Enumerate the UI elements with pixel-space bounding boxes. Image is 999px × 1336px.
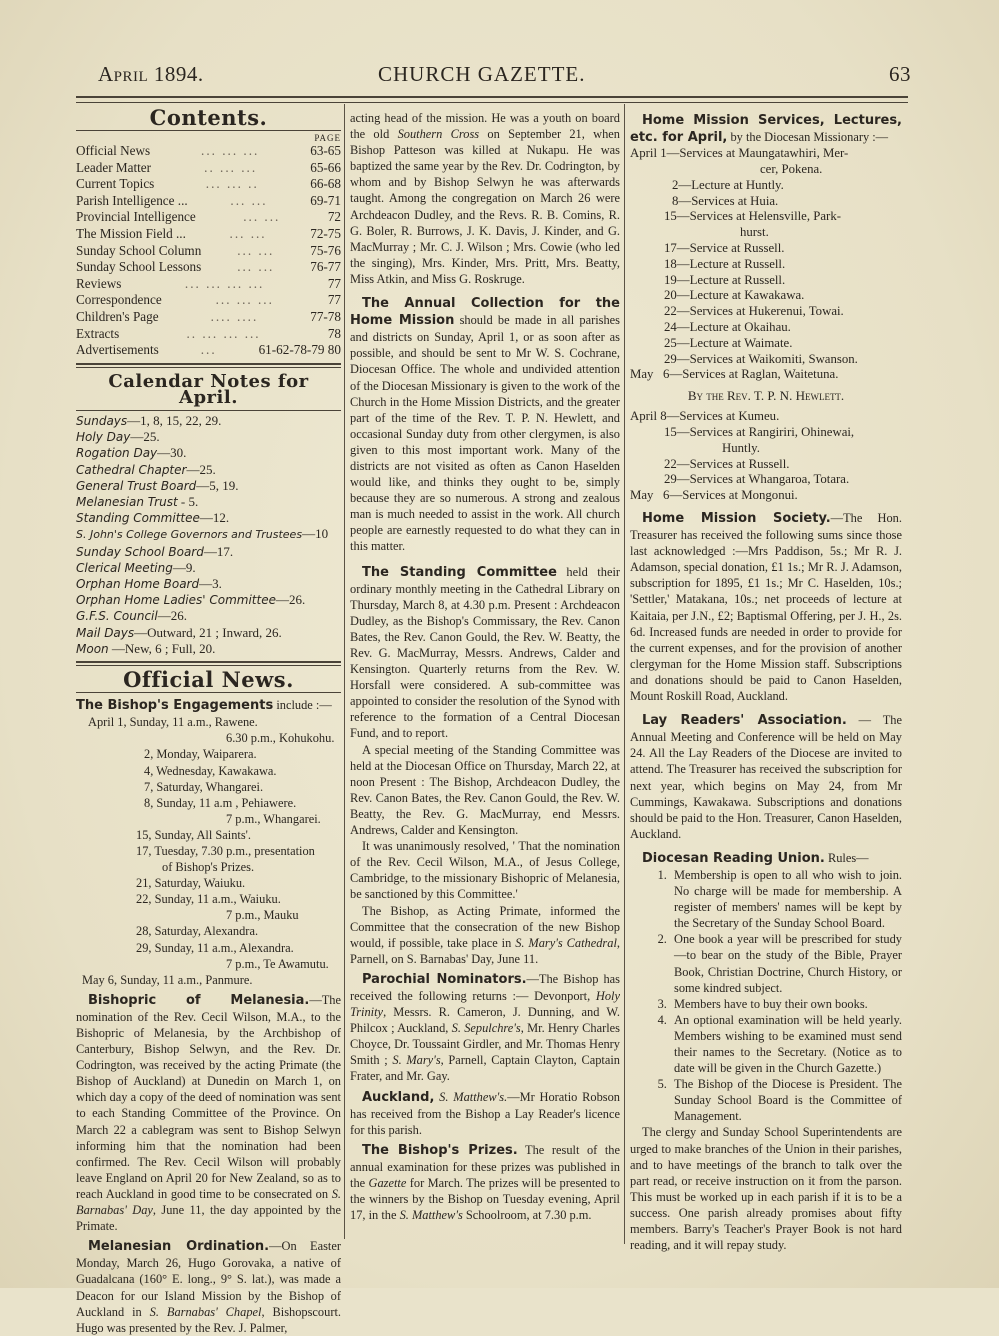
toc-row[interactable]: Sunday School Column ... ... 75-76	[76, 242, 341, 258]
engagement-line: 17, Tuesday, 7.30 p.m., presentation	[136, 843, 315, 858]
service-line: 24—Lecture at Okaihau.	[664, 319, 791, 334]
hewlett-byline: By the Rev. T. P. N. Hewlett.	[687, 388, 845, 404]
standing-committee-para: It was unanimously resolved, ' That the nomination of the Rev. Cecil Wilson, M.A., of Jesus College, Cambridge, to the missionary Bishopric of Melanesia, be sanctioned by this Committee.'	[350, 839, 620, 902]
engagement-line: May 6, Sunday, 11 a.m., Panmure.	[82, 972, 253, 987]
calendar-item: Sundays—1, 8, 15, 22, 29.	[76, 413, 222, 428]
service-line: April 8—Services at Kumeu.	[630, 409, 780, 424]
bishopric-article: Bishopric of Melanesia.—The nomination of the Rev. Cecil Wilson, M.A., to the Bishopric of Melanesia, by the Archbishop of Canterbury, Bishop Selwyn, and the Rev. Dr. Codrington, was received by the acting Primate (the Bishop of Auckland) at Dunedin on March 1, on which day a copy of the deed of nomination was sent to each Standing Committee of the Province. On March 22 a cablegram was sent to Bishop Selwyn informing him that the nomination had been confirmed. The Rev. Cecil Wilson will probably leave England on April 20 for New Zealand, so as to reach Auckland in good time to be consecrated on S. Barnabas' Day, June 11, the day appointed by the Primate.	[76, 992, 341, 1234]
calendar-item: Rogation Day—30.	[76, 445, 187, 461]
rule-item: 2. One book a year will be prescribed for study—to bear on the study of the Bible, Prayer Book, Christian Doctrine, Church History, or some kindred subject.	[670, 931, 902, 995]
official-news-heading: Official News.	[123, 667, 294, 693]
engagement-line: April 1, Sunday, 11 a.m., Rawene.	[88, 715, 258, 730]
toc-row[interactable]: Parish Intelligence ... ... ... 69-71	[76, 192, 341, 208]
rule-item: 1. Membership is open to all who wish to join. No charge will be made for membership. A register of members' names will be kept by the Secretary of the Sunday School Board.	[670, 867, 902, 931]
standing-committee-article: The Standing Committee held their ordinary monthly meeting in the Cathedral Library on Thursday, March 8, at 4.30 p.m. Present : Archdeacon Dudley, as the Bishop's Commissary, the Rev. Canon Bates, the Rev. Canon Gould, the Rev. W. Beatty, the Rev. G. MacMurray, Messrs. Andrews, Calder and Kensington. Quarterly returns from the Rev. W. Horsfall were considered. A sub-committee was appointed to consider the resolution of the Synod with reference to the formation of a Central Diocesan Fund, and to report.	[350, 564, 621, 741]
engagement-line: 21, Saturday, Waiuku.	[136, 876, 246, 891]
service-line: April 1—Services at Maungatawhiri, Mer-	[630, 146, 849, 161]
service-line: 15—Services at Helensville, Park-	[664, 209, 841, 224]
ordination-continued: acting head of the mission. He was a youth on board the old Southern Cross on September 21, when Bishop Patteson was killed at Nukapu. He was baptized the same year by the Rev. Dr. Codrington, by whom and by Bishop Selwyn he was afterwards taught. Among the congregation on March 26 were Archdeacon Dudley, and the Revs. R. B. Comins, R. G. Boler, R. Burrows, J. K. Davis, J. Kinder, and G. MacMurray ; Mr. C. J. Wilson ; Mrs. Cowie (who led the singing), Mrs. Kinder, Mrs. Pritt, Mrs. Beatty, Miss Atkin, and Miss G. Roskruge.	[350, 111, 620, 286]
calendar-item: Orphan Home Ladies' Committee—26.	[76, 592, 306, 608]
engagement-line: 7 p.m., Te Awamutu.	[226, 956, 329, 971]
annual-collection-article: The Annual Collection for the Home Mission should be made in all parishes and districts on Sunday, April 1, or as soon after as possible, and should be sent to Mr W. S. Cochrane, Diocesan Office. The whole and undivided attention of the Diocesan Missionary is given to the work of the Church in the Home Mission Districts, and the greater part of the time of the Rev. T. P. N. Hewlett, and occasional Sunday duty from other clergymen, is also given to this most important work. Many of the districts are not visited as often as Canon Haselden would like, and thinks they ought to be, simply because they are so numerous. A strong and zealous man is much needed to assist in the work. All church people are earnestly requested to do what they can in this matter.	[350, 296, 620, 554]
bishops-engagements: The Bishop's Engagements include :— April 1, Sunday, 11 a.m., Rawene. 6.30 p.m., Kohukohu. 2, Monday, Waiparera. 4, Wednesday, Kawakawa. 7, Saturday, Whangarei. 8, Sunday, 11 a.m , Pehiawere. 7 p.m., Whangarei. 15, Sunday, All Saints'. 17, Tuesday, 7.30 p.m., presentation of Bishop's Prizes. 21, Saturday, Waiuku. 22, Sunday, 11 a.m., Waiuku. 7 p.m., Mauku 28, Saturday, Alexandra. 29, Sunday, 11 a.m., Alexandra. 7 p.m., Te Awamutu. May 6, Sunday, 11 a.m., Panmure.	[76, 697, 341, 988]
table-of-contents	[76, 143, 341, 359]
parochial-nominators-article: Parochial Nominators.—The Bishop has received the following returns :— Devonport, Holy Trinity, Messrs. R. Cameron, J. Dunning, and W. Philcox ; Auckland, S. Sepulchre's, Mr. Henry Charles Choyce, Dr. Toussaint Girdler, and Mr. Thomas Henry Smith ; S. Mary's, Parnell, Captain Clayton, Captain Frater, and Mr. Gay.	[350, 971, 620, 1084]
service-line: 29—Services at Waikomiti, Swanson.	[664, 351, 858, 366]
service-line: 18—Lecture at Russell.	[664, 256, 786, 271]
engagement-line: 4, Wednesday, Kawakawa.	[144, 763, 277, 778]
service-line: May 6—Services at Mongonui.	[630, 488, 798, 503]
rule-item: 3. Members have to buy their own books.	[670, 996, 902, 1012]
calendar-item: Melanesian Trust - 5.	[76, 494, 199, 510]
calendar-item: Mail Days—Outward, 21 ; Inward, 26.	[76, 624, 282, 640]
toc-row[interactable]: Provincial Intelligence ... ... 72	[76, 209, 341, 225]
toc-row[interactable]: Reviews ... ... ... ... 77	[76, 275, 341, 291]
home-mission-services-intro: Home Mission Services, Lectures, etc. for April, by the Diocesan Missionary :—	[630, 113, 902, 146]
calendar-item: Clerical Meeting—9.	[76, 559, 196, 575]
calendar-item: Cathedral Chapter—25.	[76, 461, 216, 477]
toc-row[interactable]: Leader Matter .. ... ... 65-66	[76, 159, 341, 175]
rule-item: 5. The Bishop of the Diocese is President. The Sunday School Board is the Committee of Management.	[670, 1076, 902, 1124]
hewlett-services-list	[630, 409, 902, 504]
service-line: 20—Lecture at Kawakawa.	[664, 288, 805, 303]
toc-row[interactable]: Extracts .. ... ... ... 78	[76, 325, 341, 341]
reading-union-rules	[630, 867, 902, 1125]
engagement-line: 7 p.m., Mauku	[226, 908, 299, 923]
publication-title: CHURCH GAZETTE.	[378, 62, 586, 86]
service-line: 2—Lecture at Huntly.	[672, 177, 784, 192]
rule-item: 4. An optional examination will be held yearly. Members wishing to be examined must send their names to the Secretary. (Notice as to date will be given in the Church Gazette.)	[670, 1012, 902, 1076]
calendar-item: Standing Committee—12.	[76, 510, 230, 526]
toc-row[interactable]: Correspondence ... ... ... 77	[76, 292, 341, 308]
bishops-prizes-article: The Bishop's Prizes. The result of the annual examination for these prizes was published in the Gazette for March. The prizes will be presented to the winners by the Bishop on Tuesday evening, April 17, in the S. Matthew's Schoolroom, at 7.30 p.m.	[350, 1142, 620, 1223]
standing-committee-para: The Bishop, as Acting Primate, informed the Committee that the consecration of the new Bishop would, if possible, take place in S. Mary's Cathedral, Parnell, on S. Barnabas' Day, June 11.	[350, 903, 620, 966]
calendar-heading: Calendar Notes for April.	[108, 370, 309, 408]
divider	[76, 363, 341, 368]
column-2	[350, 104, 620, 1223]
toc-row[interactable]: Current Topics ... ... .. 66-68	[76, 176, 341, 192]
calendar-item: General Trust Board—5, 19.	[76, 477, 239, 493]
divider	[76, 130, 341, 131]
engagement-line: 6.30 p.m., Kohukohu.	[226, 731, 335, 746]
toc-row[interactable]: The Mission Field ... ... ... 72-75	[76, 226, 341, 242]
services-list	[630, 146, 902, 383]
engagement-line: 8, Sunday, 11 a.m , Pehiawere.	[144, 795, 297, 810]
service-line: 15—Services at Rangiriri, Ohinewai,	[664, 425, 855, 440]
lay-readers-article: Lay Readers' Association. — The Annual Meeting and Conference will be held on May 24. All the Lay Readers of the Diocese are invited to attend. The Treasurer has received the subscription for next year, which begins on May 24, from Mr Cummings, Kawakawa. Subscriptions and donations should be paid to the Hon. Treasurer, Canon Haselden, Auckland.	[630, 713, 902, 841]
column-divider	[344, 104, 345, 1239]
divider	[76, 410, 341, 411]
reading-union-closing: The clergy and Sunday School Superintendents are urged to make branches of the Union in their parishes, and to have meetings of the branch to talk over the part read, or receive instruction on it from the parson. This must be worked up in each parish if it is to be a success. One parish already promises about fifty members. Barry's Teacher's Prayer Book is not hard reading, and it will repay study.	[630, 1125, 902, 1253]
service-line: 22—Services at Russell.	[664, 456, 790, 471]
service-line: 19—Lecture at Russell.	[664, 272, 786, 287]
column-divider	[624, 104, 625, 1244]
divider	[76, 661, 341, 666]
standing-committee-para: A special meeting of the Standing Committee was held at the Diocesan Office on Thursday, March 22, at noon Present : The Bishop, Archdeacon Dudley, the Rev. Canon Bates, the Rev. Canon Gould, the Rev. W. Beatty, the Rev. G. MacMurray, end Messrs. Andrews, Calder and Kensington.	[350, 742, 620, 838]
service-line: cer, Pokena.	[760, 161, 823, 176]
calendar-list	[76, 413, 341, 657]
reading-union-intro: Diocesan Reading Union. Rules—	[642, 850, 869, 866]
service-line: Huntly.	[722, 440, 760, 455]
engagement-line: 29, Sunday, 11 a.m., Alexandra.	[136, 940, 294, 955]
engagement-line: 2, Monday, Waiparera.	[144, 747, 257, 762]
column-1	[76, 104, 341, 1336]
toc-row[interactable]: Children's Page .... .... 77-78	[76, 309, 341, 325]
service-line: 8—Services at Huia.	[672, 193, 779, 208]
column-3	[630, 104, 902, 1253]
ordination-article: Melanesian Ordination.—On Easter Monday, March 26, Hugo Gorovaka, a native of Guadalcana (160° E. long., 9° S. lat.), was made a Deacon for our Island Mission by the Bishop of Auckland in S. Barnabas' Chapel, Bishopscourt. Hugo was presented by the Rev. J. Palmer,	[76, 1239, 341, 1335]
toc-page-label: PAGE	[314, 133, 341, 144]
calendar-item: Holy Day—25.	[76, 429, 160, 445]
engagement-line: 28, Saturday, Alexandra.	[136, 924, 259, 939]
service-line: 25—Lecture at Waimate.	[664, 335, 793, 350]
issue-date: April 1894.	[98, 62, 204, 86]
service-line: 22—Services at Hukerenui, Towai.	[664, 304, 844, 319]
calendar-item: S. John's College Governors and Trustees—10	[76, 526, 329, 542]
engagement-line: of Bishop's Prizes.	[162, 860, 255, 875]
header-rule	[76, 96, 908, 103]
page-number: 63	[889, 62, 911, 86]
toc-row[interactable]: Sunday School Lessons ... ... 76-77	[76, 259, 341, 275]
calendar-item: Orphan Home Board—3.	[76, 576, 222, 592]
section-title: The Bishop's Engagements	[76, 698, 274, 714]
toc-row[interactable]: Advertisements ... 61-62-78-79 80	[76, 342, 341, 358]
engagement-line: 22, Sunday, 11 a.m., Waiuku.	[136, 892, 281, 907]
toc-row[interactable]: Official News ... ... ... 63-65	[76, 143, 341, 159]
engagement-line: 7 p.m., Whangarei.	[226, 811, 321, 826]
divider	[76, 692, 341, 693]
contents-heading: Contents.	[149, 105, 268, 130]
service-line: 17—Service at Russell.	[664, 240, 785, 255]
engagement-line: 15, Sunday, All Saints'.	[136, 827, 252, 842]
running-head	[98, 62, 911, 92]
service-line: 29—Services at Whangaroa, Totara.	[664, 472, 850, 487]
engagement-line: 7, Saturday, Whangarei.	[144, 779, 264, 794]
auckland-article: Auckland, S. Matthew's.—Mr Horatio Robson has received from the Bishop a Lay Reader's licence for this parish.	[350, 1089, 620, 1137]
calendar-item: Moon —New, 6 ; Full, 20.	[76, 640, 216, 656]
calendar-item: G.F.S. Council—26.	[76, 608, 187, 624]
calendar-item: Sunday School Board—17.	[76, 543, 234, 559]
home-mission-society-article: Home Mission Society.—The Hon. Treasurer has received the following sums since those last acknowledged :—Mrs Paddison, 5s.; Mr R. J. Adamson, special donation, £1 1s.; Mr R. J. Adamson, subscription for 1895, £1 1s.; Mr C. Haselden, 10s.; 'Settler,' Matakana, 10s.; net proceeds of lecture at Kaitaia, per J.N., £2; Baptismal Offering, per J. H., 2s. 6d. Increased funds are needed in order to provide for the current expenses, and for the provision of another clergyman for the Home Mission staff. Subscriptions and donations should be paid to Canon Haselden, Mount Roskill Road, Auckland.	[630, 511, 902, 704]
service-line: May 6—Services at Raglan, Waitetuna.	[630, 367, 839, 382]
service-line: hurst.	[740, 225, 769, 240]
